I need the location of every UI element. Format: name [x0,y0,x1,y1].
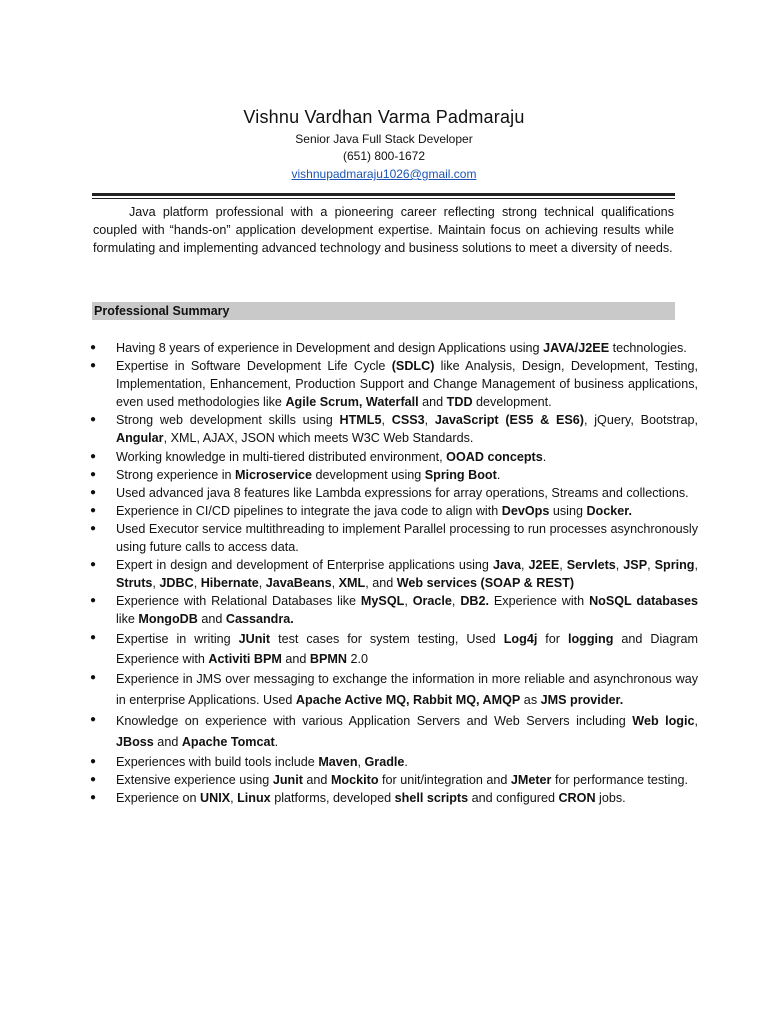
bullet-text: Knowledge on experience with various Application Servers and Web Servers including [116,713,633,728]
bullet-text: platforms, developed [270,790,395,805]
bold-keyword: HTML5 [339,413,382,428]
bold-keyword: Angular [116,431,164,446]
bold-keyword: TDD [446,395,473,410]
bullet-text: 2.0 [347,651,369,666]
summary-list-item [90,466,698,484]
bullet-text: Experience in JMS over messaging to exchange the information in more reliable and asynchronous way in enterprise Applications. Used [116,671,698,707]
bullet-text: , [694,713,699,728]
bullet-text: Experience with [489,594,590,609]
bold-keyword: BPMN [309,651,347,666]
bold-keyword: Struts [116,576,153,591]
bullet-text: like [116,612,139,627]
bold-keyword: JMeter [510,772,552,787]
bullet-icon: ● [90,360,97,372]
bullet-text: and Diagram Experience with [116,631,699,666]
bold-keyword: Web services (SOAP & REST) [396,576,575,591]
bullet-text: Strong web development skills using [116,413,340,428]
bullet-text: for performance testing. [551,772,688,787]
bullet-icon: ● [90,595,97,607]
bullet-icon: ● [90,468,97,480]
bullet-text: and [197,612,226,627]
bullet-text: and [281,651,310,666]
bold-keyword: Gradle [364,754,405,769]
bullet-text: technologies. [609,341,687,355]
bullet-text: Experiences with build tools include [116,754,319,769]
bullet-text: , [424,413,435,428]
bold-keyword: Microservice [235,467,313,482]
bold-keyword: Apache Tomcat [181,734,275,749]
summary-list-item [90,484,698,502]
bullet-text: Used Executor service multithreading to implement Parallel processing to run processes asynchronously using future calls to access data. [116,521,698,555]
bullet-text: and [153,734,182,749]
bold-keyword: Maven [318,754,358,769]
bullet-text: and [418,395,447,410]
header-divider-thick [92,193,675,196]
bullet-text: , [193,576,201,591]
bold-keyword: JSP [623,558,648,573]
bullet-text: , jQuery, Bootstrap, [583,413,699,428]
job-title: Senior Java Full Stack Developer [295,132,473,146]
bullet-text: Strong experience in [116,467,236,482]
bullet-text: Used advanced java 8 features like Lambda expressions for array operations, Streams and collections. [116,485,689,500]
bold-keyword: JUnit [238,631,271,646]
bold-keyword: Agile Scrum, Waterfall [285,395,419,410]
bold-keyword: Log4j [503,631,538,646]
bullet-text: using [549,503,587,518]
bullet-text: and [302,772,331,787]
bold-keyword: JavaScript (ES5 & ES6) [434,413,584,428]
bullet-text: , [357,754,365,769]
bullet-icon: ● [90,773,97,785]
bold-keyword: CSS3 [391,413,425,428]
summary-list-item [90,357,698,411]
bullet-text: . [274,734,279,749]
bold-keyword: JDBC [159,576,194,591]
summary-list-item [90,411,699,447]
bullet-icon: ● [90,713,97,725]
bullet-icon: ● [90,522,97,534]
bullet-text: , and [365,576,397,591]
resume-header [0,106,768,183]
bullet-text: jobs. [595,790,626,805]
bullet-icon: ● [90,504,97,516]
bold-keyword: Activiti BPM [208,651,282,666]
candidate-name: Vishnu Vardhan Varma Padmaraju [243,107,525,127]
bold-keyword: Docker. [586,503,632,518]
bold-keyword: Linux [237,790,271,805]
bold-keyword: Spring Boot [424,467,497,482]
bold-keyword: XML [338,576,366,591]
bullet-text: , [451,594,461,609]
bullet-text: . [542,449,547,464]
summary-list-item [90,520,698,556]
bullet-text: , [152,576,160,591]
bullet-text: development. [472,395,552,410]
bold-keyword: Oracle [412,594,452,609]
bold-keyword: (SDLC) [391,359,435,374]
bold-keyword: NoSQL databases [589,594,698,609]
bullet-icon: ● [90,414,97,426]
bold-keyword: MySQL [360,594,405,609]
bold-keyword: DB2. [460,594,490,609]
bold-keyword: JBoss [116,734,154,749]
bullet-text: , [404,594,413,609]
bold-keyword: DevOps [501,503,550,518]
bullet-text: for unit/integration and [378,772,511,787]
bullet-text: , [647,558,655,573]
bullet-text: , [381,413,392,428]
bullet-text: Expert in design and development of Enterprise applications using [116,558,493,573]
bullet-text: Having 8 years of experience in Development and design Applications using [116,341,544,355]
summary-list-item [90,711,699,753]
bullet-icon: ● [90,671,97,683]
bold-keyword: Junit [272,772,303,787]
bullet-text: Extensive experience using [116,772,273,787]
bullet-text: , [694,558,698,573]
bold-keyword: JMS provider. [540,692,624,707]
bold-keyword: logging [567,631,614,646]
summary-list-item [90,448,698,466]
bold-keyword: shell scripts [394,790,469,805]
bullet-text: like Analysis, Design, Development, Testing, Implementation, Enhancement, Production Support and Change Management of business applications, even used methodologies like [116,359,698,410]
bullet-text: Expertise in Software Development Life Cycle [116,359,392,374]
summary-list-item [90,502,698,520]
bullet-text: Expertise in writing [116,631,239,646]
bullet-text: test cases for system testing, Used [270,631,504,646]
bullet-text: , [258,576,266,591]
summary-list-item [90,339,698,357]
bullet-icon: ● [90,450,97,462]
bullet-icon: ● [90,631,97,643]
bullet-icon: ● [90,559,97,571]
summary-list-item [90,789,698,807]
bullet-text: , [559,558,567,573]
bullet-text: Experience with Relational Databases like [116,594,361,609]
bullet-text: development using [312,467,425,482]
bullet-text: Working knowledge in multi-tiered distributed environment, [116,449,447,464]
bullet-icon: ● [90,755,97,767]
summary-list-item [90,753,698,771]
bullet-text: for [537,631,568,646]
bullet-text: . [496,467,501,482]
bold-keyword: Web logic [632,713,695,728]
bold-keyword: Apache Active MQ, Rabbit MQ, AMQP [295,692,521,707]
summary-list-item [90,771,698,789]
summary-list-item [90,592,698,628]
bullet-icon: ● [90,486,97,498]
bold-keyword: Java [492,558,521,573]
summary-list-item [90,629,699,669]
header-divider-thin [92,198,675,199]
objective-paragraph: Java platform professional with a pioneering career reflecting strong technical qualifications coupled with “hands-on” application development expertise. Maintain focus on achieving results while formulating and implementing advanced technology and business solutions to meet a diversity of needs. [93,205,674,255]
bold-keyword: Servlets [566,558,616,573]
bullet-text: and configured [468,790,559,805]
bold-keyword: CRON [558,790,596,805]
bold-keyword: Cassandra. [225,612,294,627]
bold-keyword: J2EE [528,558,560,573]
bullet-text: , [520,558,529,573]
phone-number: (651) 800-1672 [342,149,426,163]
section-title: Professional Summary [94,304,230,318]
email-link[interactable]: vishnupadmaraju1026@gmail.com [291,167,477,181]
summary-bullet-list [90,339,699,807]
summary-list-item [90,556,698,592]
bold-keyword: MongoDB [138,612,198,627]
bold-keyword: UNIX [200,790,231,805]
bullet-text: Experience in CI/CD pipelines to integrate the java code to align with [116,503,502,518]
bullet-icon: ● [90,342,97,353]
bullet-text: as [520,692,541,707]
bold-keyword: Mockito [330,772,379,787]
bullet-text: , XML, AJAX, JSON which meets W3C Web Standards. [163,431,474,446]
bullet-text: . [404,754,408,769]
bullet-text: , [230,790,238,805]
summary-list-item [90,669,698,711]
bold-keyword: Spring [654,558,695,573]
bullet-text: , [331,576,339,591]
bold-keyword: JavaBeans [265,576,332,591]
bold-keyword: Hibernate [200,576,259,591]
bullet-icon: ● [90,791,97,803]
bullet-text: , [615,558,624,573]
bullet-text: Experience on [116,790,201,805]
bold-keyword: OOAD concepts [446,449,543,464]
bold-keyword: JAVA/J2EE [543,341,610,355]
